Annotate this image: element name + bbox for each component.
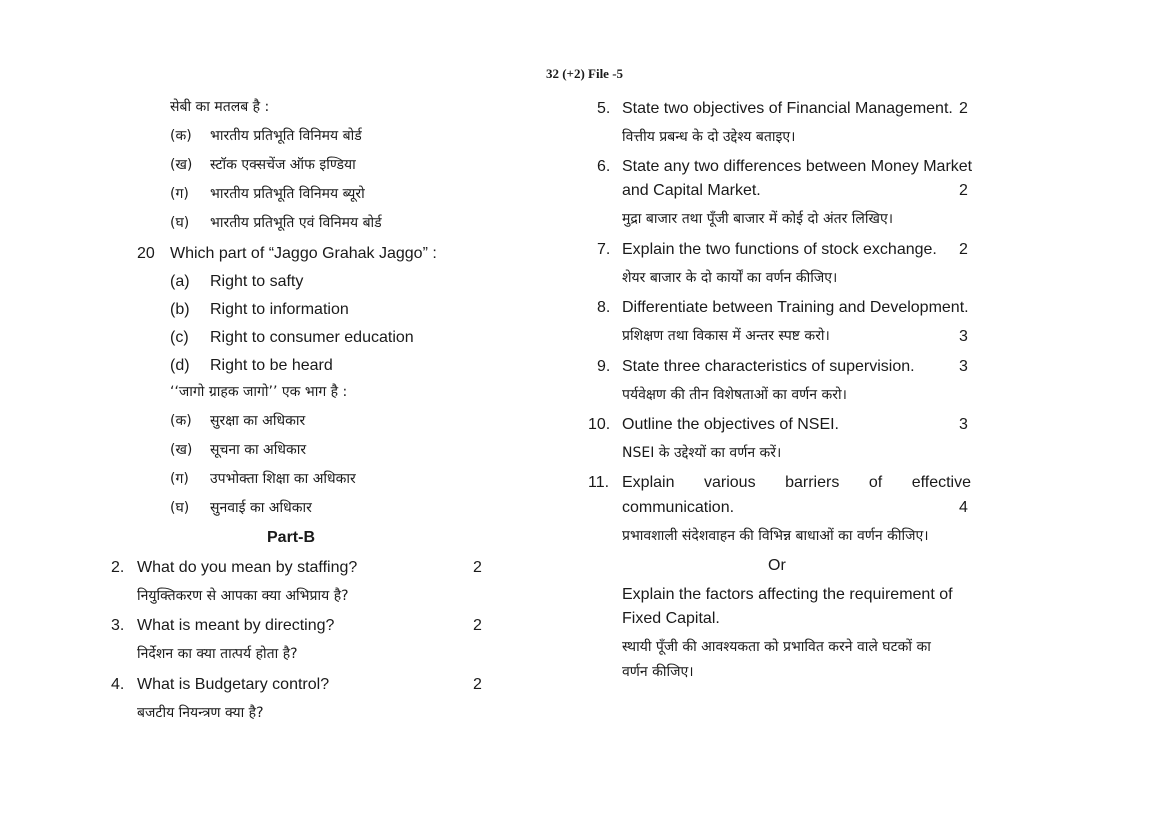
q2-marks: 2 bbox=[473, 559, 482, 576]
q11-or: Or bbox=[768, 557, 786, 574]
option-text: भारतीय प्रतिभूति विनिमय बोर्ड bbox=[210, 128, 362, 144]
q2-number: 2. bbox=[111, 559, 125, 576]
q5-text: State two objectives of Financial Management. bbox=[622, 100, 953, 117]
option-label: (b) bbox=[170, 301, 190, 318]
q10-number: 10. bbox=[588, 416, 611, 433]
q20-hindi-option-kha bbox=[170, 442, 307, 458]
q11-number: 11. bbox=[588, 474, 610, 491]
q20-option-b bbox=[170, 301, 349, 318]
q8-text: Differentiate between Training and Development. bbox=[622, 299, 969, 316]
option-label: (ख) bbox=[170, 442, 193, 458]
q4-number: 4. bbox=[111, 676, 125, 693]
q7-hindi: शेयर बाजार के दो कार्यों का वर्णन कीजिए। bbox=[622, 270, 838, 286]
q3-number: 3. bbox=[111, 617, 125, 634]
q20-hindi-option-ga bbox=[170, 471, 356, 487]
q19-hindi-option-gha bbox=[170, 215, 382, 231]
q7-number: 7. bbox=[597, 241, 611, 258]
q11-alt-line1: Explain the factors affecting the requirement of bbox=[622, 586, 953, 603]
q19-hindi-option-kha bbox=[170, 157, 356, 173]
q4-hindi: बजटीय नियन्त्रण क्या है? bbox=[137, 705, 264, 721]
q8-marks: 3 bbox=[959, 328, 968, 345]
q20-number: 20 bbox=[137, 245, 155, 262]
q7-marks: 2 bbox=[959, 241, 968, 258]
option-label: (c) bbox=[170, 329, 189, 346]
q7-text: Explain the two functions of stock exchange. bbox=[622, 241, 937, 258]
q5-marks: 2 bbox=[959, 100, 968, 117]
q6-number: 6. bbox=[597, 158, 611, 175]
q5-number: 5. bbox=[597, 100, 611, 117]
option-text: Right to be heard bbox=[210, 357, 333, 374]
q11-word: of bbox=[868, 474, 883, 491]
q11-text-line2: communication. bbox=[622, 499, 735, 516]
q6-marks: 2 bbox=[959, 182, 968, 199]
q10-hindi: NSEI के उद्देश्यों का वर्णन करें। bbox=[622, 445, 782, 461]
option-text: भारतीय प्रतिभूति एवं विनिमय बोर्ड bbox=[210, 215, 382, 231]
q11-hindi: प्रभावशाली संदेशवाहन की विभिन्न बाधाओं का वर्णन कीजिए। bbox=[622, 528, 929, 544]
q11-alt-hindi-line1: स्थायी पूँजी की आवश्यकता को प्रभावित करने वाले घटकों का bbox=[622, 639, 931, 655]
option-label: (a) bbox=[170, 273, 190, 290]
option-text: सुरक्षा का अधिकार bbox=[210, 413, 306, 429]
q10-text: Outline the objectives of NSEI. bbox=[622, 416, 839, 433]
q5-hindi: वित्तीय प्रबन्ध के दो उद्देश्य बताइए। bbox=[622, 129, 796, 145]
q3-hindi: निर्देशन का क्या तात्पर्य होता है? bbox=[137, 646, 298, 662]
q20-option-d bbox=[170, 357, 333, 374]
q19-hindi-option-ka bbox=[170, 128, 362, 144]
option-label: (क) bbox=[170, 128, 192, 144]
q4-marks: 2 bbox=[473, 676, 482, 693]
q20-hindi-option-gha bbox=[170, 500, 312, 516]
part-b-heading: Part-B bbox=[267, 529, 316, 546]
q3-marks: 2 bbox=[473, 617, 482, 634]
option-text: स्टॉक एक्सचेंज ऑफ इण्डिया bbox=[210, 157, 356, 173]
q10-marks: 3 bbox=[959, 416, 968, 433]
q6-hindi: मुद्रा बाजार तथा पूँजी बाजार में कोई दो अंतर लिखिए। bbox=[622, 211, 894, 227]
q8-hindi: प्रशिक्षण तथा विकास में अन्तर स्पष्ट करो। bbox=[622, 328, 830, 344]
q6-text-line2: and Capital Market. bbox=[622, 182, 761, 199]
option-label: (ख) bbox=[170, 157, 193, 173]
option-label: (घ) bbox=[170, 500, 190, 516]
q2-text: What do you mean by staffing? bbox=[137, 559, 358, 576]
q20-option-a bbox=[170, 273, 304, 290]
q20-option-c bbox=[170, 329, 414, 346]
q9-hindi: पर्यवेक्षण की तीन विशेषताओं का वर्णन करो। bbox=[622, 387, 847, 403]
q2-hindi: नियुक्तिकरण से आपका क्या अभिप्राय है? bbox=[137, 588, 349, 604]
q11-word: barriers bbox=[785, 474, 840, 491]
q3-text: What is meant by directing? bbox=[137, 617, 335, 634]
option-label: (ग) bbox=[170, 471, 189, 487]
option-label: (d) bbox=[170, 357, 190, 374]
option-text: Right to safty bbox=[210, 273, 304, 290]
option-label: (ग) bbox=[170, 186, 189, 202]
q11-alt-hindi-line2: वर्णन कीजिए। bbox=[622, 664, 694, 680]
q20-stem: Which part of “Jaggo Grahak Jaggo” : bbox=[170, 245, 437, 262]
option-text: Right to information bbox=[210, 301, 349, 318]
q4-text: What is Budgetary control? bbox=[137, 676, 330, 693]
option-label: (घ) bbox=[170, 215, 190, 231]
q20-hindi-stem: ‘‘जागो ग्राहक जागो’’ एक भाग है : bbox=[170, 384, 348, 400]
q11-word: Explain bbox=[622, 474, 675, 491]
q19-hindi-option-ga bbox=[170, 186, 365, 202]
q9-marks: 3 bbox=[959, 358, 968, 375]
q6-text-line1: State any two differences between Money Market bbox=[622, 158, 973, 175]
q11-word: various bbox=[704, 474, 756, 491]
option-text: सुनवाई का अधिकार bbox=[210, 500, 312, 516]
option-text: उपभोक्ता शिक्षा का अधिकार bbox=[210, 471, 356, 487]
option-label: (क) bbox=[170, 413, 192, 429]
option-text: सूचना का अधिकार bbox=[210, 442, 307, 458]
q11-word: effective bbox=[911, 474, 971, 491]
q20-hindi-option-ka bbox=[170, 413, 306, 429]
page-header: 32 (+2) File -5 bbox=[545, 66, 624, 81]
q11-text-line1 bbox=[622, 475, 971, 491]
q8-number: 8. bbox=[597, 299, 611, 316]
option-text: Right to consumer education bbox=[210, 329, 414, 346]
q11-alt-line2: Fixed Capital. bbox=[622, 610, 720, 627]
q9-number: 9. bbox=[597, 358, 611, 375]
option-text: भारतीय प्रतिभूति विनिमय ब्यूरो bbox=[210, 186, 365, 202]
q11-marks: 4 bbox=[959, 499, 968, 516]
q19-hindi-stem: सेबी का मतलब है : bbox=[170, 99, 270, 115]
q9-text: State three characteristics of supervision. bbox=[622, 358, 915, 375]
